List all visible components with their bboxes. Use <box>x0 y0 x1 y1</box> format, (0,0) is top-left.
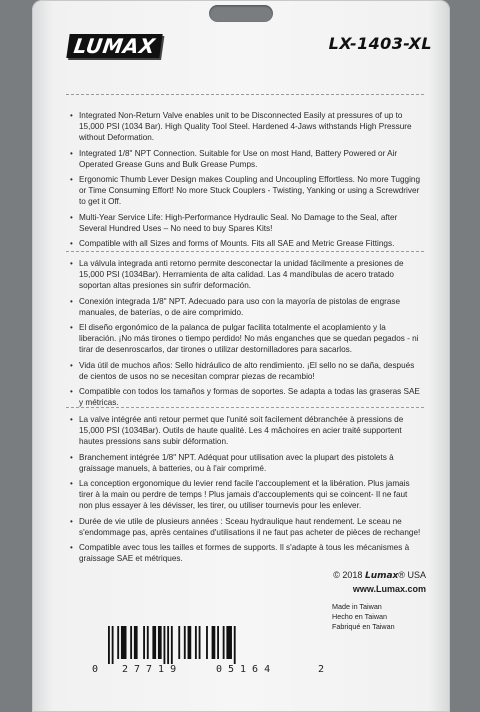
divider <box>66 407 424 408</box>
feature-text: Integrated 1/8" NPT Connection. Suitable for Use on most Hand, Battery Powered or Air Operated Grease Guns and Bulk Grease Pumps. <box>79 148 398 169</box>
barcode-bar <box>158 626 162 659</box>
bullet-icon: • <box>70 296 73 306</box>
bullet-icon: • <box>70 360 73 370</box>
copyright: © 2018 Lumax® USA <box>333 570 426 581</box>
barcode-bar <box>117 626 119 659</box>
brand-logo: LUMAX <box>66 34 163 58</box>
feature-text: La conception ergonomique du levier rend facile l'accouplement et la libération. Plus jamais tirer à la main ou perdre de temps ! Plus jamais d'accouplements qui se coincent- Il ne faut non plus essayer à les dévisser, les tirer, ou utiliser tournevis pour les enlever. <box>79 479 410 511</box>
barcode-bar <box>152 626 156 659</box>
feature-text: La válvula integrada anti retorno permite desconectar la unidad fácilmente a presiones de 15,000 PSI (1034Bar). Herramienta de alta calidad. Las 4 mandíbulas de acero tratado soportan altas presiones sin sufrir deformación. <box>79 259 404 291</box>
divider <box>66 251 424 252</box>
barcode-bar <box>121 626 127 659</box>
barcode-bar <box>195 626 197 659</box>
bullet-icon: • <box>70 516 73 526</box>
bullet-icon: • <box>70 111 73 120</box>
bullet-icon: • <box>70 452 73 462</box>
spanish-features <box>70 258 422 412</box>
hang-hole <box>209 5 273 22</box>
origin-spanish: Hecho en Taiwan <box>332 612 388 621</box>
feature-item <box>70 478 422 512</box>
blister-card <box>32 0 450 712</box>
barcode-bar <box>234 626 236 664</box>
barcode-bar <box>164 626 166 664</box>
barcode-bar <box>134 626 138 659</box>
feature-item <box>70 386 422 408</box>
barcode-bar <box>199 626 201 659</box>
barcode-bar <box>147 626 149 659</box>
country-of-origin <box>332 602 395 632</box>
english-features <box>70 110 422 253</box>
feature-text: Multi-Year Service Life: High-Performance Hydraulic Seal. No Damage to the Seal, after Several Hundred Uses – No need to buy Spares Kits! <box>79 212 398 233</box>
feature-item <box>70 110 422 144</box>
barcode-bar <box>108 626 110 664</box>
barcode-bar <box>184 626 186 659</box>
feature-text: Durée de vie utile de plusieurs années : Sceau hydraulique haut rendement. Le sceau ne s'endommage pas, après centaines d'utilisations il ne faut pas acheter de pièces de rechange! <box>79 516 421 537</box>
bullet-icon: • <box>70 212 73 222</box>
barcode-bar <box>171 626 173 664</box>
bullet-icon: • <box>70 323 73 333</box>
bullet-icon: • <box>70 415 73 424</box>
bullet-icon: • <box>70 175 73 185</box>
origin-french: Fabriqué en Taiwan <box>332 622 395 631</box>
feature-item <box>70 238 422 249</box>
feature-text: Compatible avec tous les tailles et formes de supports. Il s'adapte à tous les mécanismes à graissage SAE et métriques. <box>79 543 410 564</box>
origin-english: Made in Taiwan <box>332 602 382 611</box>
barcode-bar <box>217 626 219 659</box>
feature-text: Compatible with all Sizes and forms of Mounts. Fits all SAE and Metric Grease Fittings. <box>79 239 395 249</box>
bullet-icon: • <box>70 479 73 489</box>
barcode-left-group: 27719 <box>122 664 183 675</box>
bullet-icon: • <box>70 259 73 268</box>
feature-item <box>70 542 422 564</box>
barcode-bar <box>212 626 216 659</box>
barcode-bar <box>112 626 114 664</box>
feature-item <box>70 258 422 292</box>
feature-text: Integrated Non-Return Valve enables unit to be Disconnected Easily at pressures of up to 15,000 PSI (1034 Bar). High Quality Tool Steel. Hardened 4-Jaws withstands High Pressure without Deformation. <box>79 111 412 143</box>
barcode-bar <box>223 626 225 659</box>
barcode-bar <box>178 626 180 659</box>
feature-item <box>70 296 422 318</box>
barcode-bar <box>143 626 145 659</box>
divider <box>66 94 424 95</box>
barcode-bar <box>188 626 192 659</box>
feature-text: El diseño ergonómico de la palanca de pulgar facilita totalmente el acoplamiento y la liberación. ¡No más tirones o tiempo perdido! No más enganches que se quedan pegados - ni tirar de desenroscarlos, dar tirones o utilizar destornilladores para sacarlos. <box>79 323 419 355</box>
feature-item <box>70 360 422 382</box>
feature-item <box>70 148 422 170</box>
barcode-bar <box>226 626 232 659</box>
feature-text: Conexión integrada 1/8" NPT. Adecuado para uso con la mayoría de pistolas de engrase manuales, de baterías, o de aire comprimido. <box>79 296 401 317</box>
feature-item <box>70 516 422 538</box>
feature-item <box>70 452 422 474</box>
feature-text: Compatible con todos los tamaños y formas de soportes. Se adapta a todas las graseras SAE y métricas. <box>79 387 420 408</box>
model-number: LX-1403-XL <box>328 34 432 53</box>
upc-barcode <box>104 626 314 664</box>
feature-text: Ergonomic Thumb Lever Design makes Coupling and Uncoupling Effortless. No more Tugging or Time Consuming Effort! No more Stuck Couplers - Twisting, Yanking or using a Screwdriver to get it Off. <box>79 175 421 207</box>
bullet-icon: • <box>70 239 73 249</box>
feature-text: Branchement intégrée 1/8" NPT. Adéquat pour utilisation avec la plupart des pistolets à graissage manuels, à batteries, ou à l'air comprimé. <box>79 452 394 473</box>
feature-item <box>70 322 422 356</box>
bullet-icon: • <box>70 387 73 397</box>
barcode-bar <box>167 626 169 664</box>
barcode-bar <box>130 626 132 659</box>
barcode-check-digit: 2 <box>318 664 325 675</box>
bullet-icon: • <box>70 148 73 158</box>
feature-text: Vida útil de muchos años: Sello hidráulico de alto rendimiento. ¡El sello no se daña, después de cientos de usos no se necesitan comprar piezas de recambio! <box>79 360 415 381</box>
feature-item <box>70 212 422 234</box>
feature-text: La valve intégrée anti retour permet que l'unité soit facilement débranchée à pressions de 15,000 PSI (1034Bar). Outils de haute qualité. Les 4 mâchoires en acier traité supportent hautes pressions sans subir déformation. <box>79 415 404 447</box>
barcode-bar <box>206 626 208 659</box>
barcode-right-group: 05164 <box>216 664 277 675</box>
feature-item <box>70 174 422 208</box>
barcode-digits <box>92 664 324 676</box>
bullet-icon: • <box>70 543 73 553</box>
french-features <box>70 414 422 568</box>
website-link: www.Lumax.com <box>352 584 426 594</box>
feature-item <box>70 414 422 448</box>
barcode-lead-digit: 0 <box>92 664 99 675</box>
